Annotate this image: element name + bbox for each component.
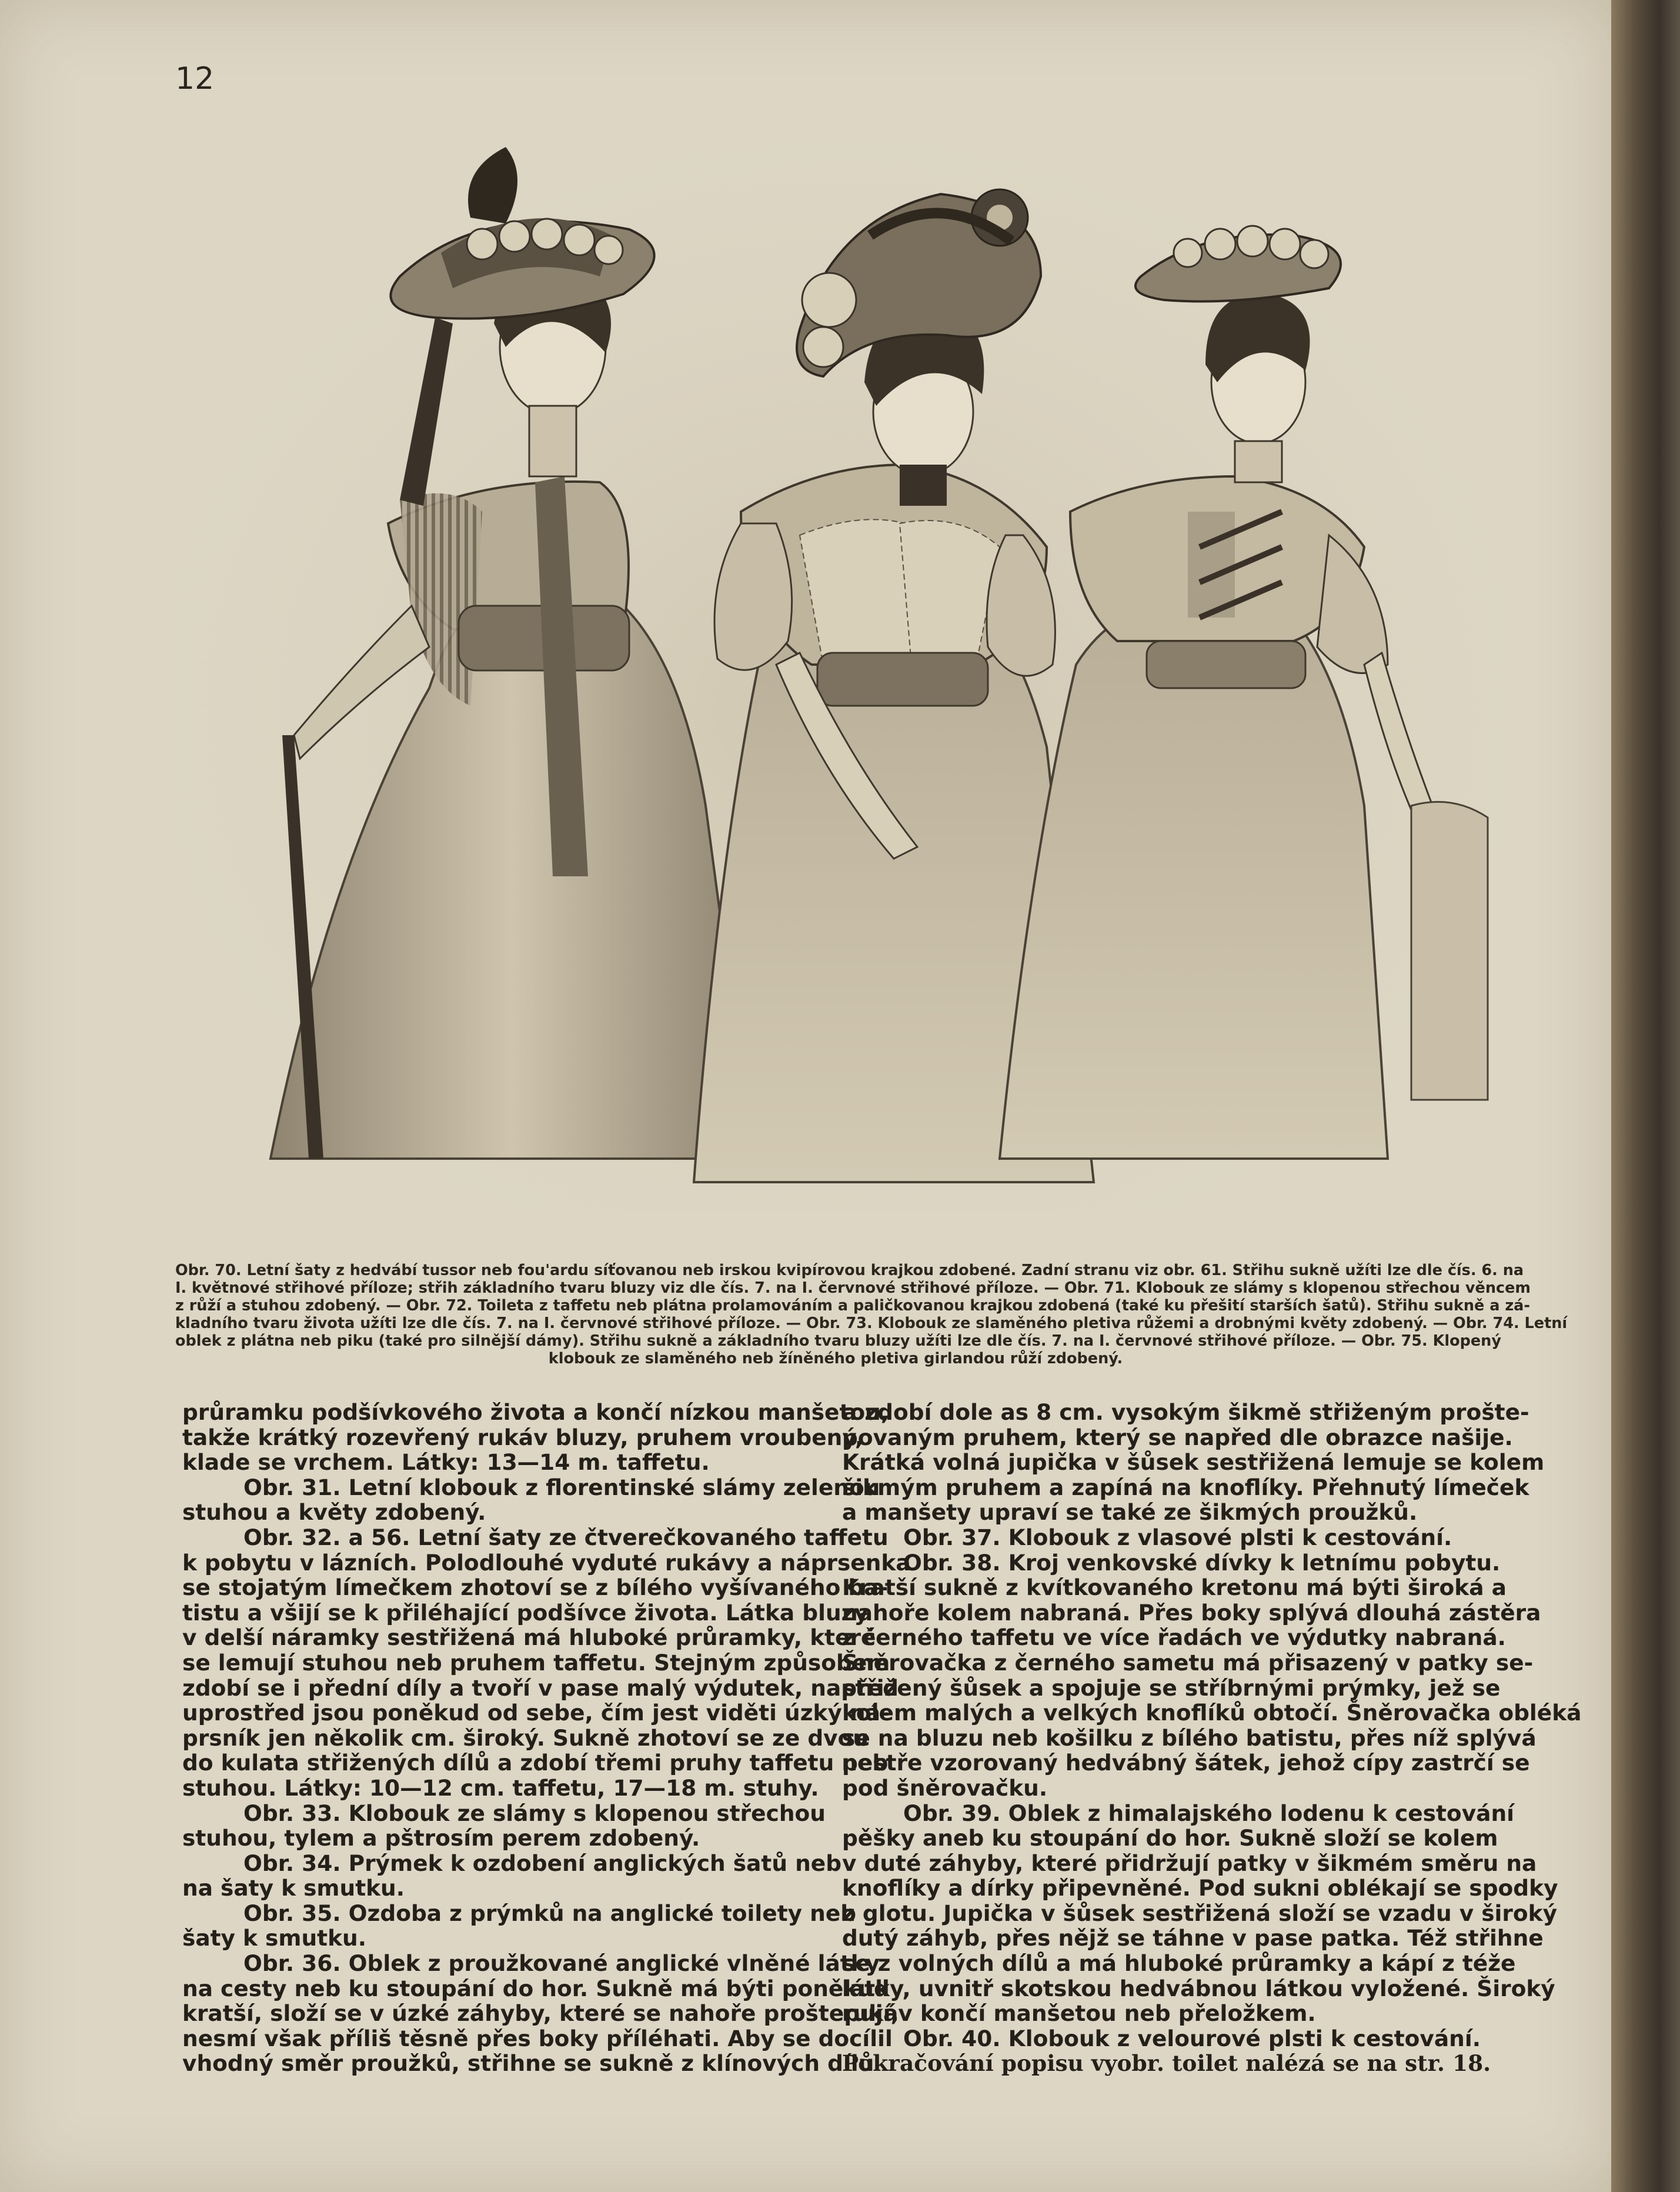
text-line: Obr. 40. Klobouk z velourové plsti k cestování.: [903, 2025, 1481, 2051]
text-line: Obr. 32. a 56. Letní šaty ze čtverečkovaného taffetu: [243, 1524, 889, 1550]
text-line: vhodný směr proužků, střihne se sukně z klínových dílů: [182, 2050, 874, 2077]
text-line: Obr. 35. Ozdoba z prýmků na anglické toilety neb: [243, 1900, 857, 1926]
text-line: do kulata střižených dílů a zdobí třemi pruhy taffetu neb: [182, 1750, 889, 1776]
text-line: šikmým pruhem a zapíná na knoflíky. Přehnutý límeček: [842, 1474, 1529, 1500]
text-line: Obr. 31. Letní klobouk z florentinské slámy zelenou: [243, 1474, 880, 1500]
caption-line: Obr. 70. Letní šaty z hedvábí tussor neb fou'ardu síťovanou neb irskou kvipírovou krajkou zdobené. Zadní stranu viz obr. 61. Střihu sukně užíti lze dle čís. 6. na: [175, 1262, 1524, 1279]
page-number: 12: [175, 61, 215, 96]
text-line: pestře vzorovaný hedvábný šátek, jehož cípy zastrčí se: [842, 1750, 1530, 1776]
text-line: Šněrovačka z černého sametu má přisazený v patky se-: [842, 1649, 1534, 1676]
text-line: k pobytu v lázních. Polodlouhé vyduté rukávy a náprsenka: [182, 1549, 911, 1576]
text-line: se stojatým límečkem zhotoví se z bílého vyšívaného ba-: [182, 1574, 889, 1601]
text-line: uprostřed jsou poněkud od sebe, čím jest viděti úzký ná-: [182, 1700, 890, 1726]
text-line: Obr. 36. Oblek z proužkované anglické vlněné látky: [243, 1950, 880, 1977]
text-line: nesmí však příliš těsně přes boky příléhati. Aby se docílil: [182, 2025, 893, 2051]
text-line: Obr. 37. Klobouk z vlasové plsti k cestování.: [903, 1524, 1452, 1550]
text-line: z glotu. Jupička v šůsek sestřižená složí se vzadu v široký: [842, 1900, 1558, 1926]
text-line: nahoře kolem nabraná. Přes boky splývá dlouhá zástěra: [842, 1599, 1541, 1626]
text-line: zdobí se i přední díly a tvoří v pase malý výdutek, napřed: [182, 1674, 899, 1701]
text-line: v delší náramky sestřižená má hluboké průramky, které: [182, 1624, 876, 1651]
text-line: kratší, složí se v úzké záhyby, které se nahoře proštepují,: [182, 2000, 899, 2027]
continuation-note: Pokračování popisu vyobr. toilet nalézá se na str. 18.: [842, 2050, 1491, 2077]
illustration-caption: [175, 1262, 1568, 1367]
text-line: se na bluzu neb košilku z bílého batistu, přes níž splývá: [842, 1724, 1537, 1751]
text-line: Obr. 33. Klobouk ze slámy s klopenou střechou: [243, 1800, 826, 1826]
text-line: kolem malých a velkých knoflíků obtočí. Šněrovačka obléká: [842, 1700, 1582, 1726]
text-line: knoflíky a dírky připevněné. Pod sukni oblékají se spodky: [842, 1875, 1558, 1901]
text-line: povaným pruhem, který se napřed dle obrazce našije.: [842, 1424, 1513, 1450]
text-line: pěšky aneb ku stoupání do hor. Sukně složí se kolem: [842, 1825, 1498, 1851]
caption-line: klobouk ze slaměného neb žíněného pletiva girlandou růží zdobený.: [548, 1350, 1123, 1367]
text-line: Krátká volná jupička v šůsek sestřižená lemuje se kolem: [842, 1449, 1545, 1476]
text-line: Kratší sukně z kvítkovaného kretonu má býti široká a: [842, 1574, 1507, 1601]
text-line: na cesty neb ku stoupání do hor. Sukně má býti poněkud: [182, 1975, 890, 2001]
text-line: se lemují stuhou neb pruhem taffetu. Stejným způsobem: [182, 1649, 890, 1676]
text-column-right: [842, 1399, 1582, 2077]
caption-line: kladního tvaru života užíti lze dle čís. 7. na I. červnové střihové příloze. — Obr. 73. Klobouk ze slaměného pletiva růžemi a drobnými květy zdobený. — Obr. 74. Letní: [175, 1314, 1568, 1332]
text-line: střižený šůsek a spojuje se stříbrnými prýmky, jež se: [842, 1674, 1501, 1701]
text-line: dutý záhyb, přes nějž se táhne v pase patka. Též střihne: [842, 1925, 1544, 1951]
text-line: na šaty k smutku.: [182, 1875, 405, 1901]
text-line: klade se vrchem. Látky: 13—14 m. taffetu.: [182, 1449, 710, 1476]
text-line: průramku podšívkového života a končí nízkou manšetou,: [182, 1399, 890, 1425]
text-line: a manšety upraví se také ze šikmých proužků.: [842, 1499, 1418, 1526]
text-line: stuhou, tylem a pštrosím perem zdobený.: [182, 1825, 700, 1851]
text-line: z černého taffetu ve více řadách ve výdutky nabraná.: [842, 1624, 1506, 1651]
text-line: Obr. 38. Kroj venkovské dívky k letnímu pobytu.: [903, 1549, 1501, 1576]
caption-line: I. květnové střihové příloze; střih základního tvaru bluzy viz dle čís. 7. na I. červnové střihové příloze. — Obr. 71. Klobouk ze slámy s klopenou střechou věncem: [175, 1279, 1531, 1297]
text-line: rukáv končí manšetou neb přeložkem.: [842, 2000, 1316, 2027]
caption-line: z růží a stuhou zdobený. — Obr. 72. Toileta z taffetu neb plátna prolamováním a paličkovanou krajkou zdobená (také ku přešití starších šatů). Střihu sukně a zá-: [175, 1297, 1530, 1314]
text-line: stuhou. Látky: 10—12 cm. taffetu, 17—18 m. stuhy.: [182, 1774, 819, 1801]
text-line: pod šněrovačku.: [842, 1774, 1048, 1801]
text-line: v duté záhyby, které přidržují patky v šikmém směru na: [842, 1850, 1537, 1876]
text-line: se z volných dílů a má hluboké průramky a kápí z téže: [842, 1950, 1516, 1977]
text-line: a zdobí dole as 8 cm. vysokým šikmě střiženým prošte-: [842, 1399, 1529, 1425]
text-line: látky, uvnitř skotskou hedvábnou látkou vyložené. Široký: [842, 1975, 1555, 2001]
text-line: tistu a všijí se k přiléhající podšívce života. Látka bluzy: [182, 1599, 869, 1626]
text-line: takže krátký rozevřený rukáv bluzy, pruhem vroubený,: [182, 1424, 864, 1450]
caption-line: oblek z plátna neb piku (také pro silnější dámy). Střihu sukně a základního tvaru bluzy užíti lze dle čís. 7. na I. červnové střihové příloze. — Obr. 75. Klopený: [175, 1332, 1501, 1350]
fashion-illustration: [176, 100, 1505, 1212]
text-line: stuhou a květy zdobený.: [182, 1499, 486, 1526]
book-spine: [1611, 0, 1680, 2192]
text-column-left: [182, 1399, 911, 2077]
text-line: Obr. 34. Prýmek k ozdobení anglických šatů neb: [243, 1850, 842, 1876]
text-line: šaty k smutku.: [182, 1925, 366, 1951]
text-line: prsník jen několik cm. široký. Sukně zhotoví se ze dvou: [182, 1724, 869, 1751]
text-line: Obr. 39. Oblek z himalajského lodenu k cestování: [903, 1800, 1514, 1826]
